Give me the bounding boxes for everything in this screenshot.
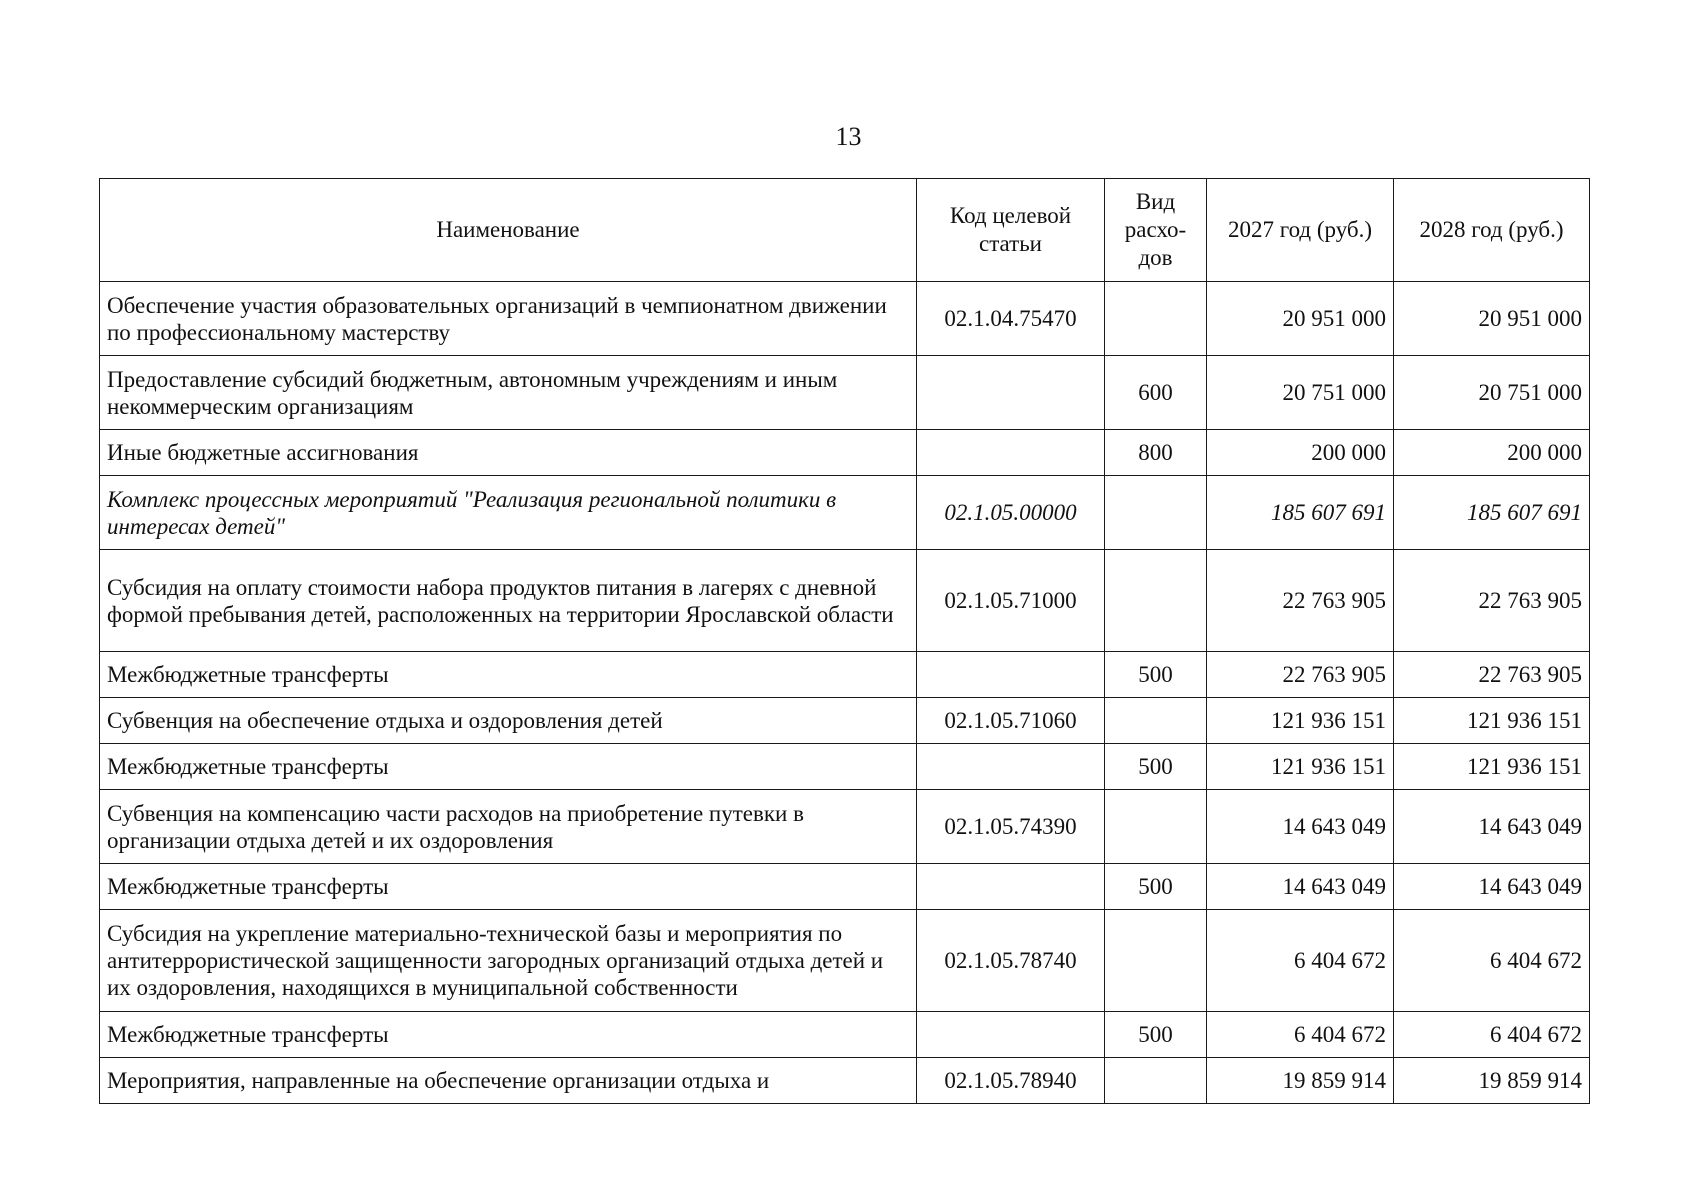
row-amount-2028-cell: 22 763 905 [1394,652,1590,698]
table-row [100,864,1590,910]
row-name-cell: Иные бюджетные ассигнования [100,430,917,476]
table-body [100,282,1590,1104]
table-row [100,476,1590,550]
row-kind-cell: 500 [1105,652,1207,698]
row-amount-2027-cell: 6 404 672 [1207,1012,1394,1058]
row-amount-2027-cell: 20 751 000 [1207,356,1394,430]
row-amount-2028-cell: 6 404 672 [1394,910,1590,1012]
row-name-cell: Субвенция на компенсацию части расходов на приобретение путевки в организации отдыха детей и их оздоровления [100,790,917,864]
table-row [100,550,1590,652]
row-amount-2027-cell: 22 763 905 [1207,550,1394,652]
table-row [100,744,1590,790]
row-amount-2028-cell: 22 763 905 [1394,550,1590,652]
row-code-cell [917,652,1105,698]
table-row [100,1058,1590,1104]
row-amount-2028-cell: 121 936 151 [1394,698,1590,744]
row-amount-2028-cell: 14 643 049 [1394,864,1590,910]
row-amount-2028-cell: 20 751 000 [1394,356,1590,430]
row-code-cell: 02.1.04.75470 [917,282,1105,356]
row-kind-cell [1105,476,1207,550]
row-kind-cell [1105,282,1207,356]
table-header-row [100,179,1590,282]
table-row [100,790,1590,864]
row-name-cell: Комплекс процессных мероприятий "Реализация региональной политики в интересах детей" [100,476,917,550]
row-code-cell [917,430,1105,476]
table-row [100,698,1590,744]
row-amount-2027-cell: 200 000 [1207,430,1394,476]
row-kind-cell [1105,550,1207,652]
row-code-cell: 02.1.05.00000 [917,476,1105,550]
row-kind-cell [1105,910,1207,1012]
row-kind-cell: 800 [1105,430,1207,476]
row-code-cell: 02.1.05.71000 [917,550,1105,652]
row-amount-2027-cell: 121 936 151 [1207,744,1394,790]
table-row [100,910,1590,1012]
row-amount-2028-cell: 20 951 000 [1394,282,1590,356]
row-name-cell: Обеспечение участия образовательных организаций в чемпионатном движении по профессиональному мастерству [100,282,917,356]
row-name-cell: Предоставление субсидий бюджетным, автономным учреждениям и иным некоммерческим организациям [100,356,917,430]
header-code: Код целевой статьи [917,179,1105,282]
row-amount-2028-cell: 185 607 691 [1394,476,1590,550]
row-kind-cell: 500 [1105,1012,1207,1058]
budget-table [99,178,1590,1104]
row-name-cell: Субвенция на обеспечение отдыха и оздоровления детей [100,698,917,744]
table-row [100,282,1590,356]
row-name-cell: Межбюджетные трансферты [100,1012,917,1058]
row-kind-cell: 500 [1105,744,1207,790]
row-code-cell: 02.1.05.78940 [917,1058,1105,1104]
row-amount-2028-cell: 200 000 [1394,430,1590,476]
row-amount-2027-cell: 19 859 914 [1207,1058,1394,1104]
table-row [100,652,1590,698]
row-name-cell: Субсидия на оплату стоимости набора продуктов питания в лагерях с дневной формой пребывания детей, расположенных на территории Ярославской области [100,550,917,652]
row-kind-cell [1105,790,1207,864]
row-kind-cell: 600 [1105,356,1207,430]
row-amount-2027-cell: 20 951 000 [1207,282,1394,356]
row-amount-2028-cell: 121 936 151 [1394,744,1590,790]
table-row [100,356,1590,430]
page-number: 13 [835,122,862,151]
row-kind-cell [1105,1058,1207,1104]
row-code-cell [917,864,1105,910]
table-row [100,1012,1590,1058]
row-amount-2028-cell: 14 643 049 [1394,790,1590,864]
row-code-cell: 02.1.05.71060 [917,698,1105,744]
header-year-2027: 2027 год (руб.) [1207,179,1394,282]
row-name-cell: Межбюджетные трансферты [100,864,917,910]
row-name-cell: Межбюджетные трансферты [100,652,917,698]
row-kind-cell [1105,698,1207,744]
row-code-cell: 02.1.05.74390 [917,790,1105,864]
row-name-cell: Межбюджетные трансферты [100,744,917,790]
row-code-cell [917,744,1105,790]
row-kind-cell: 500 [1105,864,1207,910]
header-year-2028: 2028 год (руб.) [1394,179,1590,282]
row-amount-2027-cell: 14 643 049 [1207,864,1394,910]
row-amount-2027-cell: 6 404 672 [1207,910,1394,1012]
row-name-cell: Субсидия на укрепление материально-технической базы и мероприятия по антитеррористической защищенности загородных организаций отдыха детей и их оздоровления, находящихся в муниципальной собственности [100,910,917,1012]
row-name-cell: Мероприятия, направленные на обеспечение организации отдыха и [100,1058,917,1104]
header-kind: Вид расхо-дов [1105,179,1207,282]
table-row [100,430,1590,476]
row-amount-2027-cell: 14 643 049 [1207,790,1394,864]
row-amount-2028-cell: 6 404 672 [1394,1012,1590,1058]
row-amount-2027-cell: 121 936 151 [1207,698,1394,744]
header-name: Наименование [100,179,917,282]
row-code-cell [917,356,1105,430]
row-amount-2027-cell: 185 607 691 [1207,476,1394,550]
row-code-cell [917,1012,1105,1058]
row-amount-2027-cell: 22 763 905 [1207,652,1394,698]
row-code-cell: 02.1.05.78740 [917,910,1105,1012]
row-amount-2028-cell: 19 859 914 [1394,1058,1590,1104]
